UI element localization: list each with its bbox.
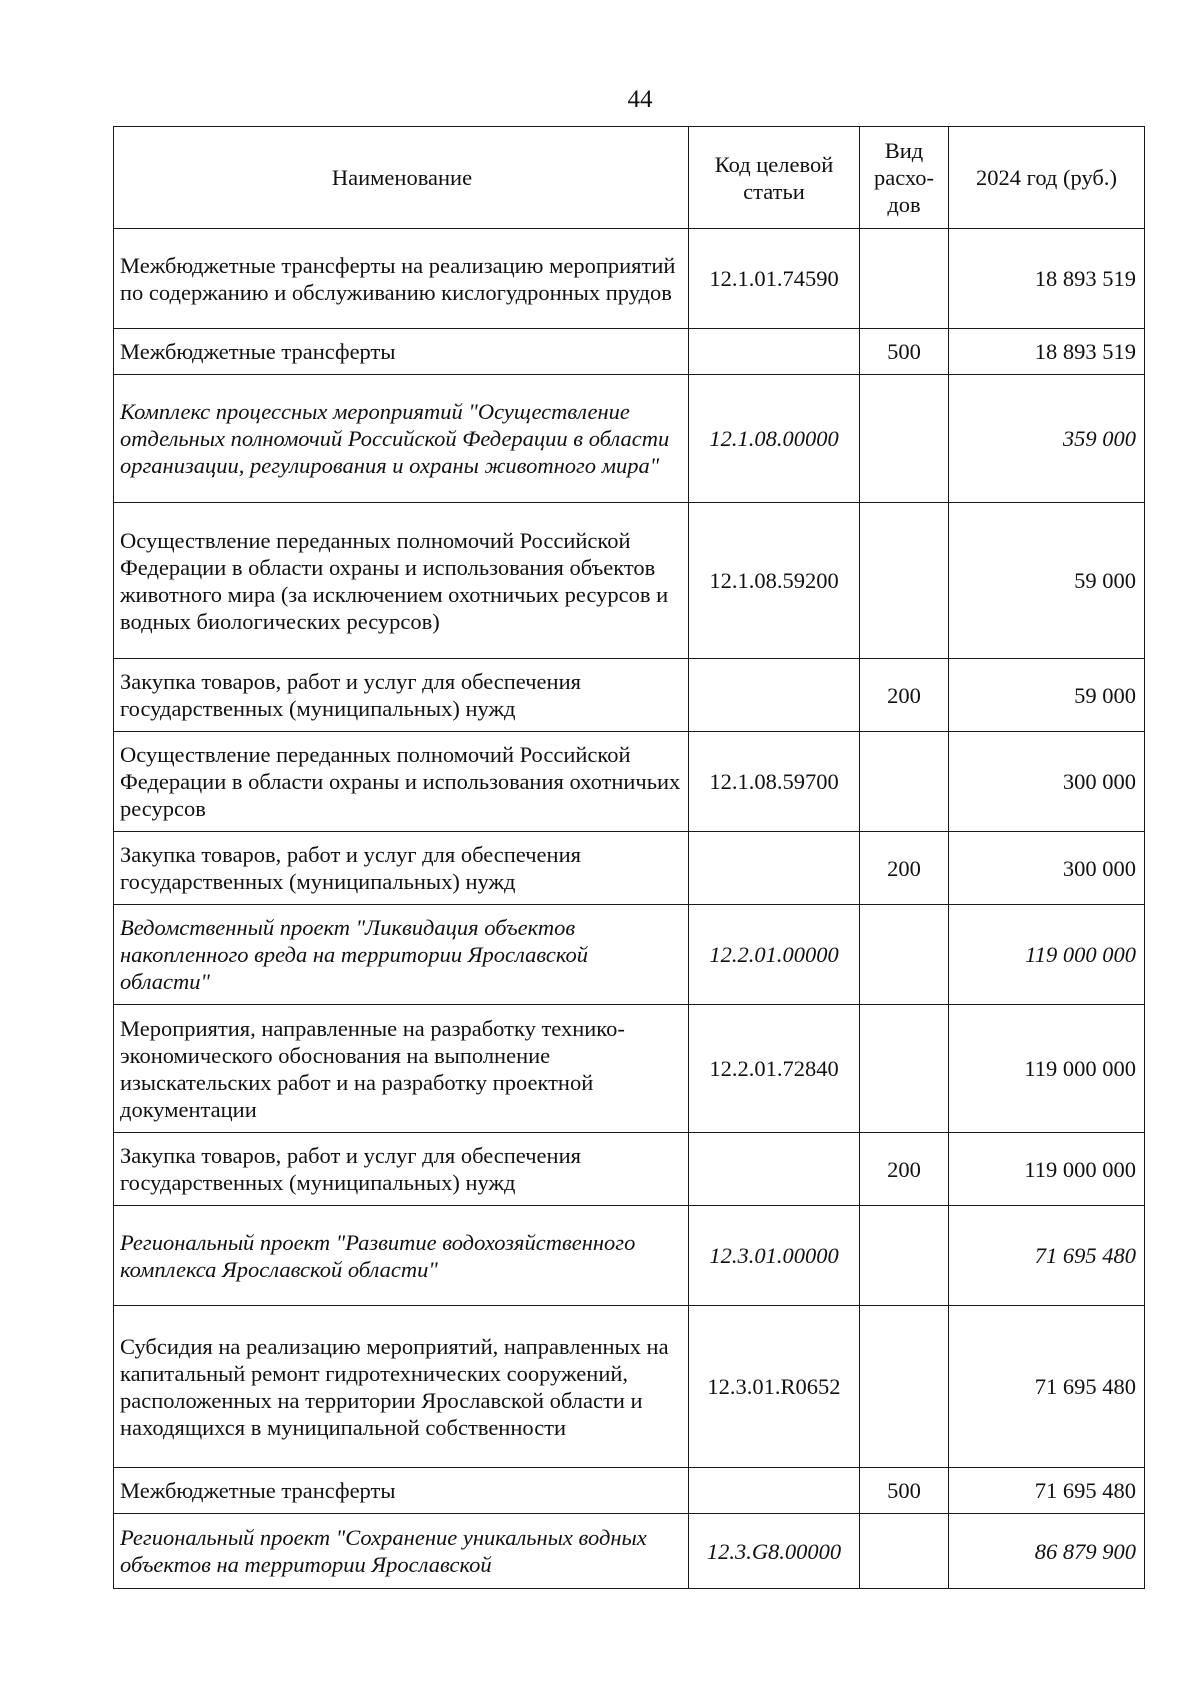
row-code: 12.3.01.R0652 — [689, 1306, 860, 1468]
row-sum: 18 893 519 — [949, 329, 1145, 375]
row-name: Осуществление переданных полномочий Российской Федерации в области охраны и использования объектов животного мира (за исключением охотничьих ресурсов и водных биологических ресурсов) — [114, 503, 689, 659]
row-code: 12.1.08.59200 — [689, 503, 860, 659]
row-name: Закупка товаров, работ и услуг для обеспечения государственных (муниципальных) нужд — [114, 1133, 689, 1206]
row-kind — [860, 1306, 949, 1468]
row-code: 12.2.01.72840 — [689, 1005, 860, 1133]
row-code: 12.1.08.00000 — [689, 375, 860, 503]
header-sum: 2024 год (руб.) — [949, 127, 1145, 229]
row-name: Межбюджетные трансферты на реализацию мероприятий по содержанию и обслуживанию кислогудронных прудов — [114, 229, 689, 329]
table-row — [114, 659, 1145, 732]
table-row — [114, 1133, 1145, 1206]
table-row — [114, 1206, 1145, 1306]
row-sum: 59 000 — [949, 503, 1145, 659]
row-code: 12.2.01.00000 — [689, 905, 860, 1005]
row-sum: 359 000 — [949, 375, 1145, 503]
table-row — [114, 503, 1145, 659]
row-name: Мероприятия, направленные на разработку технико-экономического обоснования на выполнение изыскательских работ и на разработку проектной документации — [114, 1005, 689, 1133]
row-code — [689, 329, 860, 375]
table-header-row — [114, 127, 1145, 229]
row-kind: 200 — [860, 1133, 949, 1206]
table-row — [114, 1514, 1145, 1589]
row-kind — [860, 375, 949, 503]
table-row — [114, 732, 1145, 832]
table-row — [114, 905, 1145, 1005]
page-number: 44 — [627, 86, 653, 113]
row-kind — [860, 1514, 949, 1589]
row-name: Региональный проект "Развитие водохозяйственного комплекса Ярославской области" — [114, 1206, 689, 1306]
header-code: Код целевой статьи — [689, 127, 860, 229]
row-sum: 18 893 519 — [949, 229, 1145, 329]
row-kind — [860, 1206, 949, 1306]
row-name: Закупка товаров, работ и услуг для обеспечения государственных (муниципальных) нужд — [114, 659, 689, 732]
row-code — [689, 1468, 860, 1514]
row-kind — [860, 229, 949, 329]
row-kind: 200 — [860, 832, 949, 905]
row-name: Межбюджетные трансферты — [114, 1468, 689, 1514]
header-kind: Вид расхо-дов — [860, 127, 949, 229]
row-kind — [860, 1005, 949, 1133]
row-code — [689, 659, 860, 732]
row-sum: 119 000 000 — [949, 905, 1145, 1005]
row-code — [689, 832, 860, 905]
row-name: Межбюджетные трансферты — [114, 329, 689, 375]
row-name: Комплекс процессных мероприятий "Осуществление отдельных полномочий Российской Федерации в области организации, регулирования и охраны животного мира" — [114, 375, 689, 503]
row-kind: 500 — [860, 329, 949, 375]
row-sum: 59 000 — [949, 659, 1145, 732]
row-kind: 200 — [860, 659, 949, 732]
row-kind — [860, 503, 949, 659]
row-sum: 119 000 000 — [949, 1005, 1145, 1133]
table-row — [114, 1468, 1145, 1514]
row-sum: 71 695 480 — [949, 1206, 1145, 1306]
row-sum: 119 000 000 — [949, 1133, 1145, 1206]
row-sum: 300 000 — [949, 732, 1145, 832]
table-row — [114, 1005, 1145, 1133]
row-sum: 71 695 480 — [949, 1306, 1145, 1468]
table-row — [114, 375, 1145, 503]
row-kind — [860, 905, 949, 1005]
budget-table — [113, 126, 1145, 1589]
row-name: Субсидия на реализацию мероприятий, направленных на капитальный ремонт гидротехнических сооружений, расположенных на территории Ярославской области и находящихся в муниципальной собственности — [114, 1306, 689, 1468]
row-code: 12.1.01.74590 — [689, 229, 860, 329]
header-name: Наименование — [114, 127, 689, 229]
row-name: Закупка товаров, работ и услуг для обеспечения государственных (муниципальных) нужд — [114, 832, 689, 905]
row-kind — [860, 732, 949, 832]
table-row — [114, 229, 1145, 329]
row-code — [689, 1133, 860, 1206]
row-name: Осуществление переданных полномочий Российской Федерации в области охраны и использования охотничьих ресурсов — [114, 732, 689, 832]
table-row — [114, 329, 1145, 375]
row-name: Ведомственный проект "Ликвидация объектов накопленного вреда на территории Ярославской области" — [114, 905, 689, 1005]
row-sum: 300 000 — [949, 832, 1145, 905]
row-name: Региональный проект "Сохранение уникальных водных объектов на территории Ярославской — [114, 1514, 689, 1589]
table-row — [114, 1306, 1145, 1468]
row-sum: 86 879 900 — [949, 1514, 1145, 1589]
row-code: 12.1.08.59700 — [689, 732, 860, 832]
row-kind: 500 — [860, 1468, 949, 1514]
row-code: 12.3.G8.00000 — [689, 1514, 860, 1589]
row-sum: 71 695 480 — [949, 1468, 1145, 1514]
table-row — [114, 832, 1145, 905]
row-code: 12.3.01.00000 — [689, 1206, 860, 1306]
